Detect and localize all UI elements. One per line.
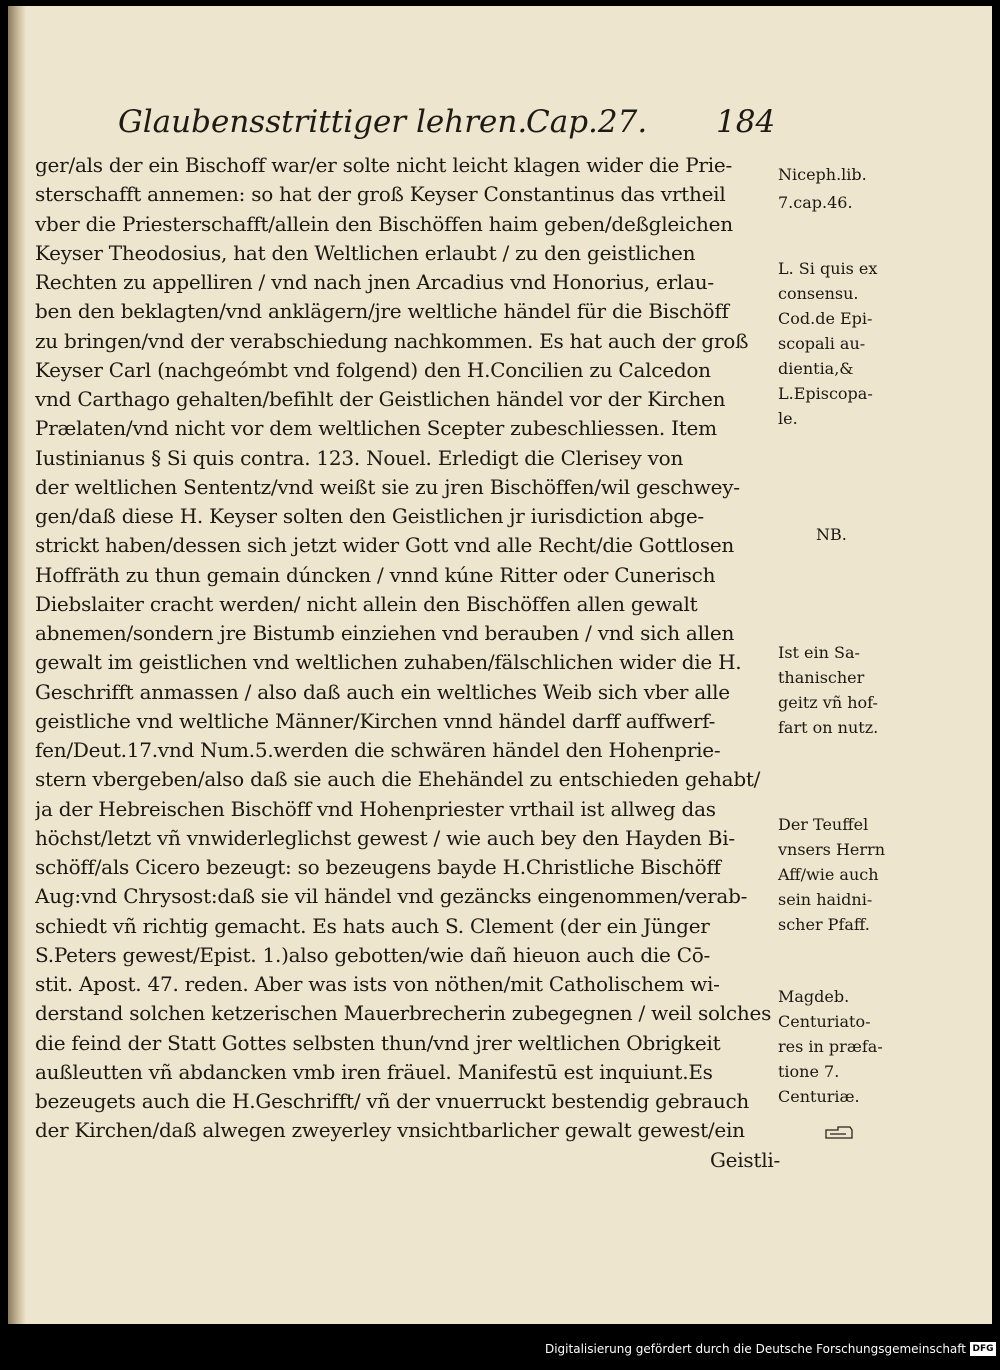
text-line: abnemen/sondern jre Bistumb einziehen vnd berauben / vnd sich allen	[35, 621, 735, 645]
chapter-label: Cap.27.	[526, 104, 648, 140]
margin-note: Centuriato-	[778, 1012, 871, 1031]
text-line: geistliche vnd weltliche Männer/Kirchen vnnd händel darff auffwerf-	[35, 708, 716, 733]
text-line: S.Peters gewest/Epist. 1.)also gebotten/wie dañ hieuon auch die Cō-	[35, 942, 711, 967]
main-text-block	[35, 151, 780, 1175]
book-page	[8, 6, 992, 1324]
text-line: bezeugets auch die H.Geschrifft/ vñ der vnuerruckt bestendig gebrauch	[35, 1089, 750, 1113]
margin-note: L. Si quis ex	[778, 259, 878, 278]
text-line: schöff/als Cicero bezeugt: so bezeugens bayde H.Christliche Bischöff	[35, 855, 721, 879]
margin-note: vnsers Herrn	[778, 840, 885, 859]
margin-note: Niceph.lib.	[778, 165, 867, 184]
margin-note: Ist ein Sa-	[778, 643, 860, 662]
text-line: Diebslaiter cracht werden/ nicht allein den Bischöffen allen gewalt	[35, 591, 698, 616]
text-line: Iustinianus § Si quis contra. 123. Nouel. Erledigt die Clerisey von	[35, 445, 684, 470]
pointing-hand-icon	[824, 1124, 854, 1142]
margin-note: Cod.de Epi-	[778, 309, 873, 328]
text-line: vnd Carthago gehalten/befihlt der Geistlichen händel vor der Kirchen	[35, 387, 726, 411]
dfg-logo: DFG	[970, 1342, 996, 1356]
text-line: der weltlichen Sententz/vnd weißt sie zu jren Bischöffen/wil geschwey-	[35, 474, 740, 499]
text-line: vber die Priesterschafft/allein den Bischöffen haim geben/deßgleichen	[35, 211, 733, 236]
margin-note: scopali au-	[778, 334, 866, 353]
text-line: ben den beklagten/vnd anklägern/jre weltliche händel für die Bischöff	[35, 299, 729, 324]
text-line: ja der Hebreischen Bischöff vnd Hohenpriester vrthail ist allweg das	[35, 796, 716, 821]
page-number: 184	[716, 104, 776, 140]
margin-note: consensu.	[778, 284, 859, 303]
text-line: außleutten vñ abdancken vmb iren fräuel. Manifestū est inquiunt.Es	[35, 1059, 713, 1084]
text-line: Aug:vnd Chrysost:daß sie vil händel vnd gezäncks eingenommen/verab-	[35, 884, 748, 909]
text-line: stern vbergeben/also daß sie auch die Ehehändel zu entschieden gehabt/	[35, 767, 761, 792]
text-line: Keyser Carl (nachgeómbt vnd folgend) den H.Concilien zu Calcedon	[35, 357, 711, 382]
text-line: Rechten zu appelliren / vnd nach jnen Arcadius vnd Honorius, erlau-	[35, 270, 714, 294]
text-line: stit. Apost. 47. reden. Aber was ists von nöthen/mit Catholischem wi-	[35, 972, 720, 996]
text-line: schiedt vñ richtig gemacht. Es hats auch S. Clement (der ein Jünger	[35, 913, 710, 938]
text-line: gewalt im geistlichen vnd weltlichen zuhaben/fälschlichen wider die H.	[35, 650, 742, 675]
text-line: zu bringen/vnd der verabschiedung nachkommen. Es hat auch der groß	[35, 328, 749, 353]
footer-bar	[0, 1324, 1000, 1370]
margin-note: le.	[778, 409, 798, 428]
margin-note: res in præfa-	[778, 1037, 883, 1056]
text-line: strickt haben/dessen sich jetzt wider Gott vnd alle Recht/die Gottlosen	[35, 533, 735, 558]
margin-note: Centuriæ.	[778, 1087, 860, 1106]
margin-note: scher Pfaff.	[778, 915, 870, 934]
margin-note: 7.cap.46.	[778, 193, 853, 212]
text-line: Prælaten/vnd nicht vor dem weltlichen Scepter zubeschliessen. Item	[35, 416, 717, 441]
text-line: fen/Deut.17.vnd Num.5.werden die schwären händel den Hohenprie-	[35, 738, 721, 762]
margin-note: NB.	[816, 525, 847, 544]
text-line: ger/als der ein Bischoff war/er solte nicht leicht klagen wider die Prie-	[35, 153, 732, 177]
margin-note: Der Teuffel	[778, 815, 869, 834]
text-line: höchst/letzt vñ vnwiderleglichst gewest / wie auch bey den Hayden Bi-	[35, 825, 735, 850]
margin-note: Aff/wie auch	[778, 865, 879, 884]
margin-note: dientia,&	[778, 359, 854, 378]
text-line: Geschrifft anmassen / also daß auch ein weltliches Weib sich vber alle	[35, 679, 730, 704]
text-line: der Kirchen/daß alwegen zweyerley vnsichtbarlicher gewalt gewest/ein	[35, 1118, 745, 1143]
text-line: die feind der Statt Gottes selbsten thun/vnd jrer weltlichen Obrigkeit	[35, 1030, 721, 1055]
margin-note: fart on nutz.	[778, 718, 879, 737]
running-header	[118, 104, 778, 150]
running-title: Glaubensstrittiger lehren.	[118, 104, 528, 140]
margin-note: geitz vñ hof-	[778, 693, 878, 712]
text-line: gen/daß diese H. Keyser solten den Geistlichen jr iurisdiction abge-	[35, 504, 704, 528]
margin-note: L.Episcopa-	[778, 384, 873, 403]
catchword: Geistli-	[709, 1147, 780, 1172]
margin-note: tione 7.	[778, 1062, 840, 1081]
funding-notice: Digitalisierung gefördert durch die Deutsche Forschungsgemeinschaft	[544, 1342, 966, 1356]
margin-note: Magdeb.	[778, 987, 850, 1006]
text-line: Hoffräth zu thun gemain dúncken / vnnd kúne Ritter oder Cunerisch	[35, 562, 716, 587]
margin-note: thanischer	[778, 668, 865, 687]
text-line: sterschafft annemen: so hat der groß Keyser Constantinus das vrtheil	[35, 182, 726, 207]
text-line: derstand solchen ketzerischen Mauerbrecherin zubegegnen / weil solches	[35, 1001, 772, 1026]
margin-note: sein haidni-	[778, 890, 873, 909]
text-line: Keyser Theodosius, hat den Weltlichen erlaubt / zu den geistlichen	[35, 240, 696, 265]
page-binding-edge	[8, 6, 26, 1324]
